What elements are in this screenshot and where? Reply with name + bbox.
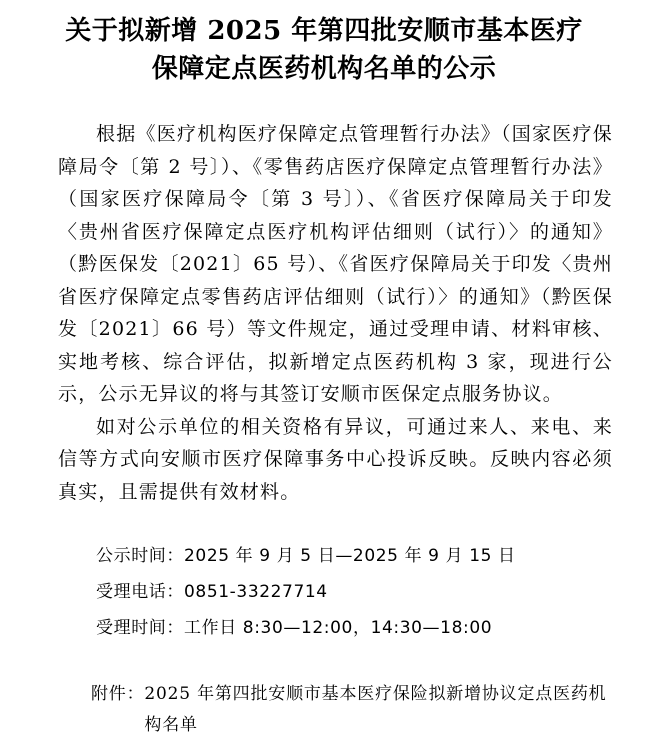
office-hours: 受理时间：工作日 8:30—12:00，14:30—18:00 [96, 618, 493, 638]
attachment-label: 附件： [91, 684, 145, 704]
title-line-2: 保障定点医药机构名单的公示 [151, 54, 497, 84]
contact-info [96, 538, 516, 646]
paragraph-objection: 如对公示单位的相关资格有异议，可通过来人、来电、来信等方式向安顺市医疗保障事务中心投诉反映。反映内容必须真实，且需提供有效材料。 [58, 415, 613, 503]
title-line-1: 关于拟新增 2025 年第四批安顺市基本医疗 [65, 16, 583, 46]
contact-phone: 受理电话：0851-33227714 [96, 582, 328, 602]
document-body [58, 118, 613, 508]
attachment-title[interactable]: 2025 年第四批安顺市基本医疗保险拟新增协议定点医药机构名单 [144, 684, 607, 735]
announcement-period: 公示时间：2025 年 9 月 5 日—2025 年 9 月 15 日 [96, 546, 516, 566]
attachment-note [91, 679, 611, 741]
paragraph-basis: 根据《医疗机构医疗保障定点管理暂行办法》（国家医疗保障局令〔第 2 号〕）、《零售药店医疗保障定点管理暂行办法》（国家医疗保障局令〔第 3 号〕）、《省医疗保障局关于印发〈贵州省医疗保障定点医疗机构评估细则（试行）〉的通知》（黔医保发〔2021〕65 号）、《省医疗保障局关于印发〈贵州省医疗保障定点零售药店评估细则（试行）〉的通知》（黔医保发〔2021〕66 号）等文件规定，通过受理申请、材料审核、实地考核、综合评估，拟新增定点医药机构 3 家，现进行公示，公示无异议的将与其签订安顺市医保定点服务协议。 [58, 123, 613, 405]
document-title [0, 12, 648, 88]
